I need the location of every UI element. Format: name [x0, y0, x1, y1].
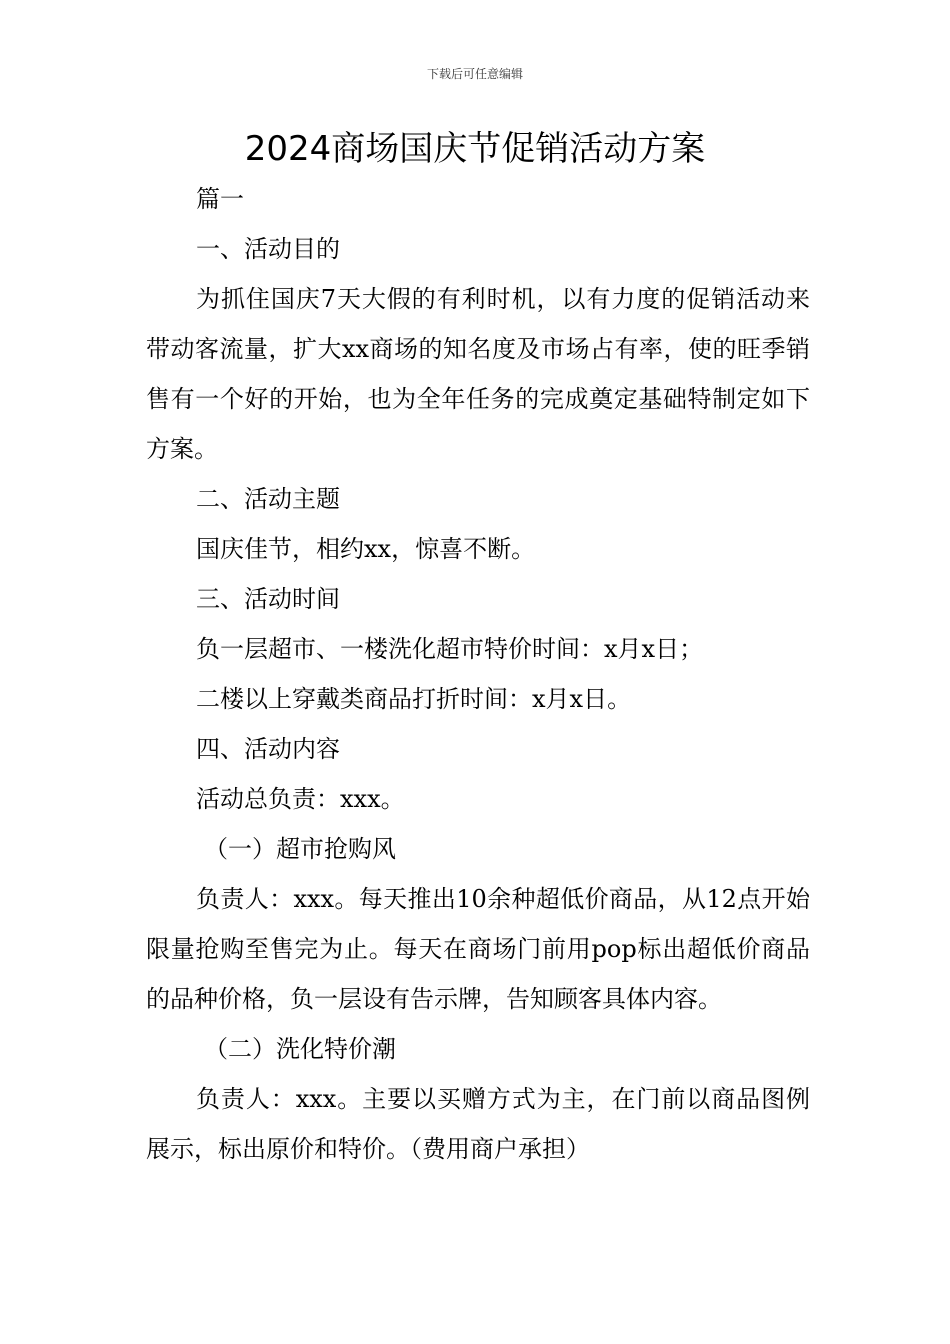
section-label: 篇一: [196, 185, 244, 213]
paragraph-purpose: 为抓住国庆7天大假的有利时机，以有力度的促销活动来带动客流量，扩大xx商场的知名度及市场占有率，使的旺季销售有一个好的开始，也为全年任务的完成奠定基础特制定如下方案。: [146, 285, 810, 463]
header-note: 下载后可任意编辑: [426, 67, 523, 81]
heading-activity-content: 四、活动内容: [196, 735, 340, 763]
paragraph-general-manager: 活动总负责：xxx。: [196, 785, 405, 813]
paragraph-toiletries: 负责人：xxx。主要以买赠方式为主，在门前以商品图例展示，标出原价和特价。（费用商户承担）: [146, 1085, 810, 1163]
heading-activity-time: 三、活动时间: [196, 585, 340, 613]
document-body: [146, 174, 810, 1174]
subheading-toiletries: （二）洗化特价潮: [204, 1035, 396, 1063]
paragraph-time-supermarket: 负一层超市、一楼洗化超市特价时间：x月x日；: [196, 635, 704, 663]
heading-activity-theme: 二、活动主题: [196, 485, 340, 513]
paragraph-time-apparel: 二楼以上穿戴类商品打折时间：x月x日。: [196, 685, 632, 713]
subheading-supermarket: （一）超市抢购风: [204, 835, 396, 863]
paragraph-theme: 国庆佳节，相约xx，惊喜不断。: [196, 535, 536, 563]
heading-activity-purpose: 一、活动目的: [196, 235, 340, 263]
paragraph-supermarket: 负责人：xxx。每天推出10余种超低价商品，从12点开始限量抢购至售完为止。每天在商场门前用pop标出超低价商品的品种价格，负一层设有告示牌，告知顾客具体内容。: [146, 885, 810, 1013]
document-title: 2024商场国庆节促销活动方案: [244, 129, 706, 169]
